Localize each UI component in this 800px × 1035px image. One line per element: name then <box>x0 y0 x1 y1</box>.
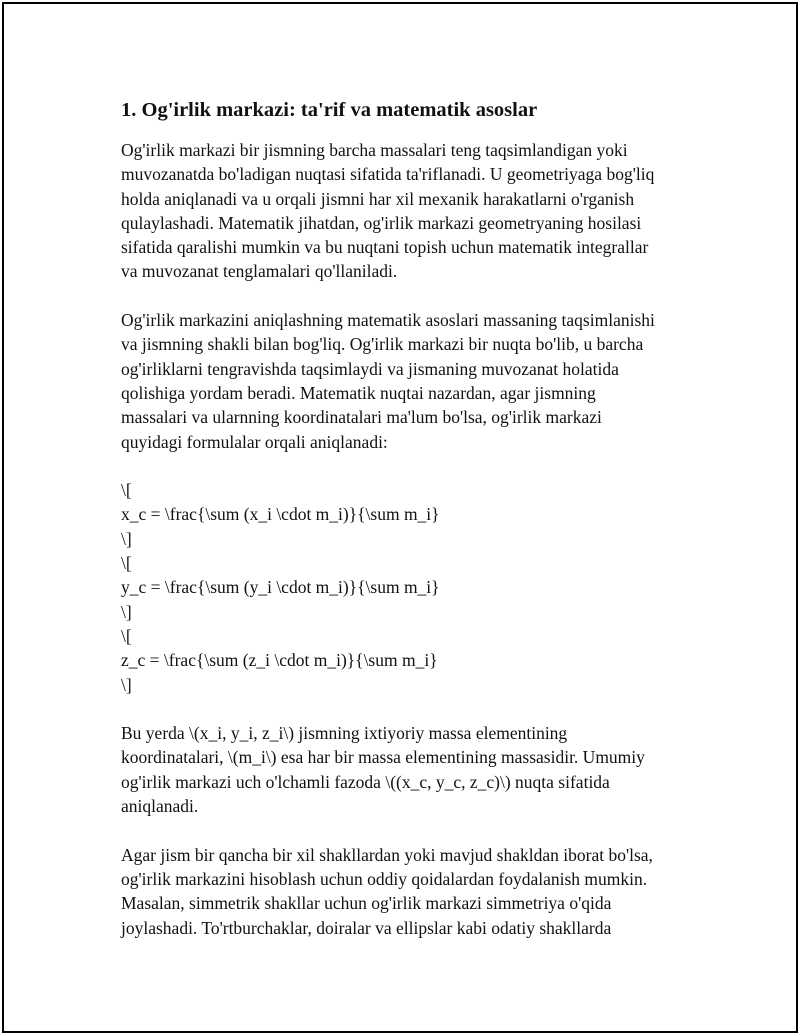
formula-line: y_c = \frac{\sum (y_i \cdot m_i)}{\sum m_i} <box>121 577 440 598</box>
paragraph-definition: Og'irlik markazi bir jismning barcha massalari teng taqsimlandigan yoki muvozanatda bo'ladigan nuqtasi sifatida ta'riflanadi. U geometriyaga bog'liq holda aniqlanadi va u orqali jismni har xil mexanik harakatlarni o'rganish qulaylashadi. Matematik jihatdan, og'irlik markazi geometryaning hosilasi sifatida qaralishi mumkin va bu nuqtani topish uchun matematik integrallar va muvozanat tenglamalari qo'llaniladi. <box>121 140 655 282</box>
formula-line: \[ <box>121 480 132 501</box>
formula-block <box>121 478 696 697</box>
page-frame <box>2 2 798 1033</box>
document-body <box>121 98 696 964</box>
paragraph-shapes: Agar jism bir qancha bir xil shakllardan yoki mavjud shakldan iborat bo'lsa, og'irlik markazini hisoblash uchun oddiy qoidalardan foydalanish mumkin. Masalan, simmetrik shakllar uchun og'irlik markazi simmetriya o'qida joylashadi. To'rtburchaklar, doiralar va ellipslar kabi odatiy shakllarda <box>121 844 653 938</box>
paragraph-math-basis: Og'irlik markazini aniqlashning matematik asoslari massaning taqsimlanishi va jismning shakli bilan bog'liq. Og'irlik markazi bir nuqta bo'lib, u barcha og'irliklarni tengravishda taqsimlaydi va jismaning muvozanat holatida qolishiga yordam beradi. Matematik nuqtai nazardan, agar jismning massalari va ularnning koordinatalari ma'lum bo'lsa, og'irlik markazi quyidagi formulalar orqali aniqlanadi: <box>121 310 655 452</box>
formula-line: \] <box>121 528 132 549</box>
formula-line: \] <box>121 674 132 695</box>
formula-line: z_c = \frac{\sum (z_i \cdot m_i)}{\sum m_i} <box>121 650 438 671</box>
paragraph-explanation: Bu yerda \(x_i, y_i, z_i\) jismning ixtiyoriy massa elementining koordinatalari, \(m_i\) esa har bir massa elementining massasidir. Umumiy og'irlik markazi uch o'lchamli fazoda \((x_c, y_c, z_c)\) nuqta sifatida aniqlanadi. <box>121 723 645 817</box>
formula-line: x_c = \frac{\sum (x_i \cdot m_i)}{\sum m_i} <box>121 504 440 525</box>
formula-line: \] <box>121 601 132 622</box>
formula-line: \[ <box>121 625 132 646</box>
section-heading: 1. Og'irlik markazi: ta'rif va matematik asoslar <box>121 99 538 121</box>
formula-line: \[ <box>121 553 132 574</box>
